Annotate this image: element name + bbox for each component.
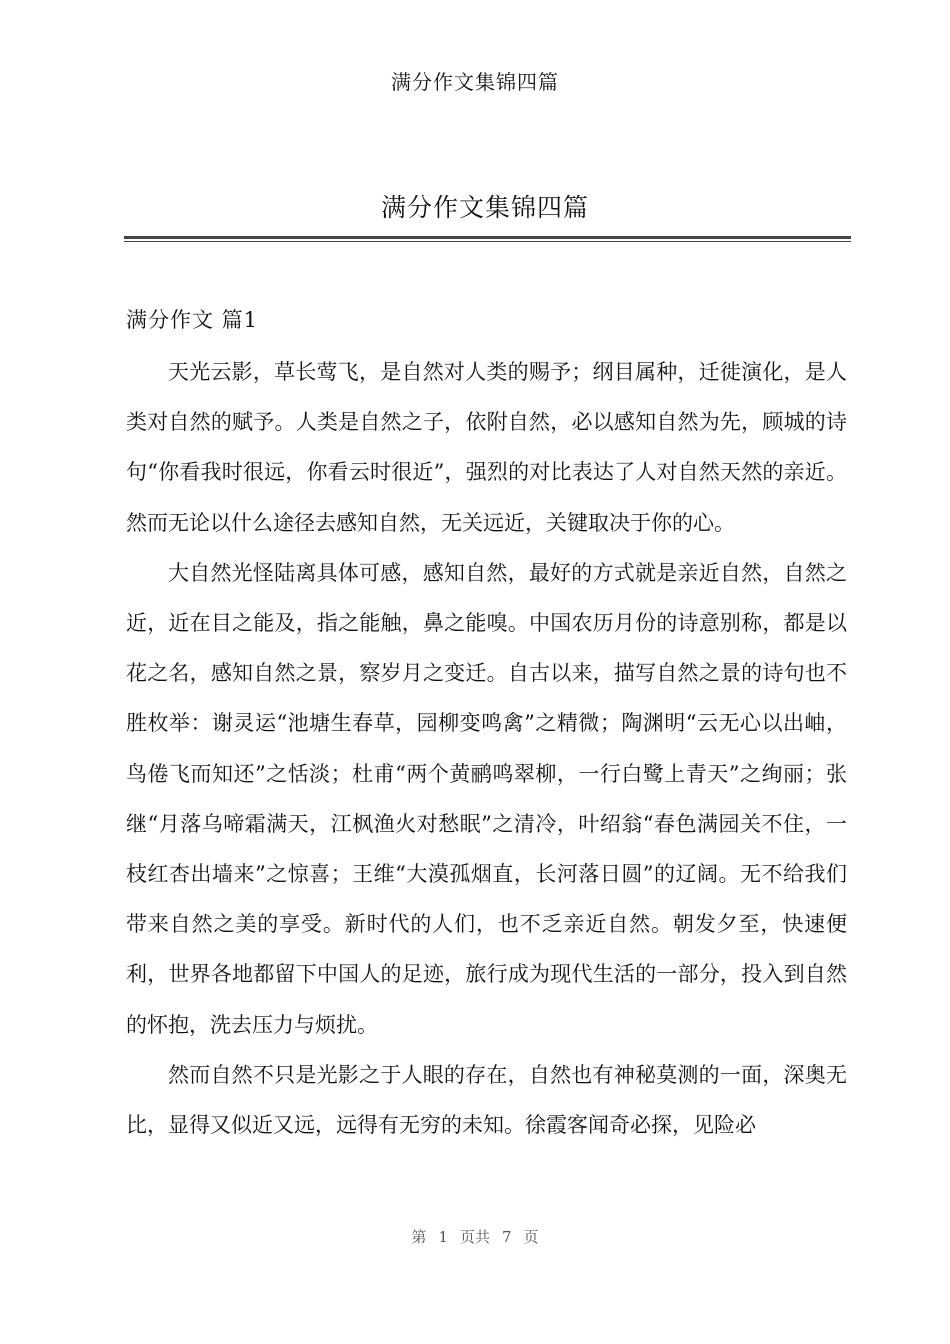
paragraph: 大自然光怪陆离具体可感，感知自然，最好的方式就是亲近自然，自然之近，近在目之能及，指之能触，鼻之能嗅。中国农历月份的诗意别称，都是以花之名，感知自然之景，察岁月之变迁。自古以来，描写自然之景的诗句也不胜枚举：谢灵运“池塘生春草，园柳变鸣禽”之精微；陶渊明“云无心以出岫，鸟倦飞而知还”之恬淡；杜甫“两个黄鹂鸣翠柳，一行白鹭上青天”之绚丽；张继“月落乌啼霜满天，江枫渔火对愁眠”之清冷，叶绍翁“春色满园关不住，一枝红杏出墙来”之惊喜；王维“大漠孤烟直，长河落日圆”的辽阔。无不给我们带来自然之美的享受。新时代的人们，也不乏亲近自然。朝发夕至，快速便利，世界各地都留下中国人的足迹，旅行成为现代生活的一部分，投入到自然的怀抱，洗去压力与烦扰。: [126, 560, 847, 1037]
page-label-suffix: 页: [523, 1228, 539, 1246]
body-text: [126, 347, 847, 1150]
document-title: 满分作文集锦四篇: [380, 193, 589, 222]
page-footer: [0, 1226, 950, 1247]
paragraph: 天光云影，草长莺飞，是自然对人类的赐予；纲目属种，迁徙演化，是人类对自然的赋予。人类是自然之子，依附自然，必以感知自然为先，顾城的诗句“你看我时很远，你看云时很近”，强烈的对比表达了人对自然天然的亲近。然而无论以什么途径去感知自然，无关远近，关键取决于你的心。: [126, 360, 847, 535]
total-pages: 7: [502, 1228, 512, 1246]
section-heading: 满分作文 篇1: [126, 308, 259, 332]
running-header: 满分作文集锦四篇: [391, 70, 559, 94]
page-label-mid: 页共: [459, 1228, 490, 1246]
page-number: 1: [438, 1228, 448, 1246]
page-label-prefix: 第: [411, 1228, 427, 1246]
paragraph: 然而自然不只是光影之于人眼的存在，自然也有神秘莫测的一面，深奥无比，显得又似近又远，远得有无穷的未知。徐霞客闻奇必探，见险必: [126, 1062, 847, 1138]
title-divider: [124, 236, 851, 239]
